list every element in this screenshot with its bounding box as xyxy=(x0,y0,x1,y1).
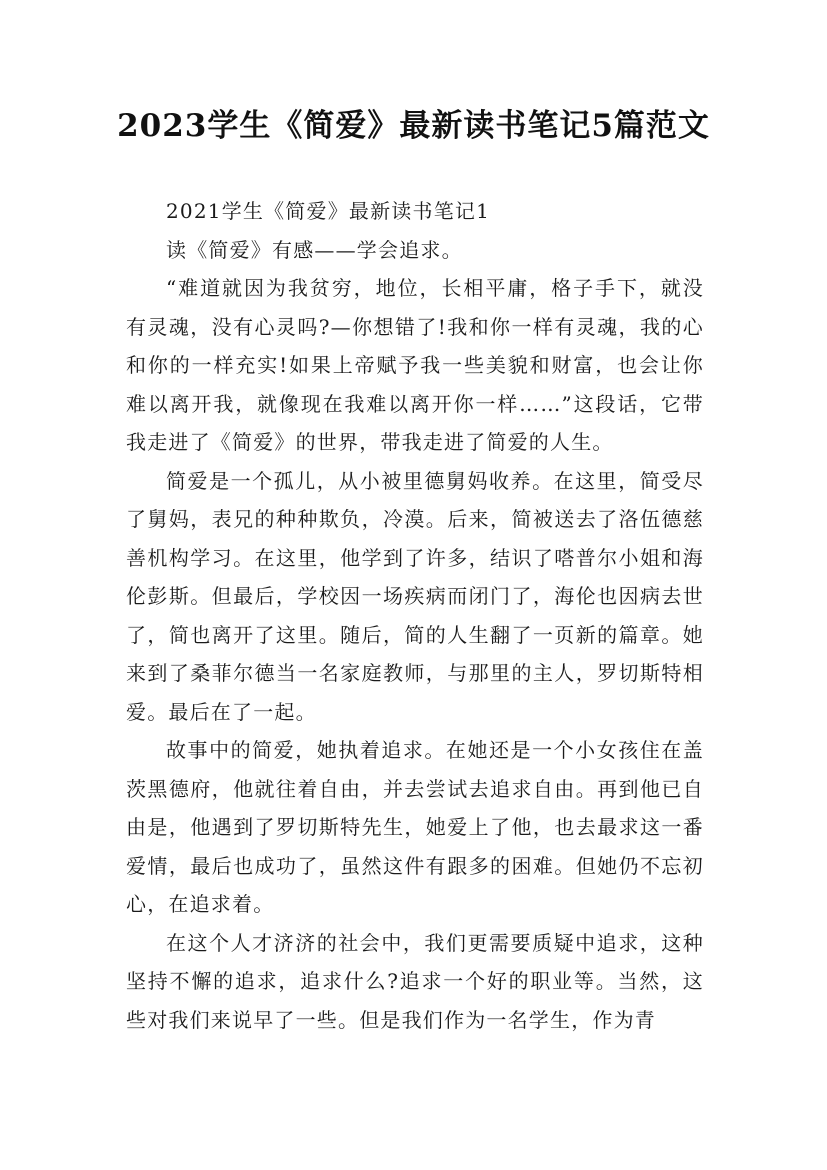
body-paragraph: 简爱是一个孤儿，从小被里德舅妈收养。在这里，简受尽了舅妈，表兄的种种欺负，冷漠。后来，简被送去了洛伍德慈善机构学习。在这里，他学到了许多，结识了嗒普尔小姐和海伦彭斯。但最后，学校因一场疾病而闭门了，海伦也因病去世了，简也离开了这里。随后，简的人生翻了一页新的篇章。她来到了桑菲尔德当一名家庭教师，与那里的主人，罗切斯特相爱。最后在了一起。 xyxy=(126,468,704,724)
section-heading: 2021学生《简爱》最新读书笔记1 xyxy=(166,199,491,223)
subtitle-paragraph: 读《简爱》有感——学会追求。 xyxy=(166,237,463,262)
quote-paragraph: “难道就因为我贫穷，地位，长相平庸，格子手下，就没有灵魂，没有心灵吗?—你想错了!我和你一样有灵魂，我的心和你的一样充实!如果上帝赋予我一些美貌和财富，也会让你难以离开我，就像现在我难以离开你一样……”这段话，它带我走进了《简爱》的世界，带我走进了简爱的人生。 xyxy=(126,276,704,454)
document-title: 2023学生《简爱》最新读书笔记5篇范文 xyxy=(117,108,710,144)
body-paragraph: 故事中的简爱，她执着追求。在她还是一个小女孩住在盖茨黑德府，他就往着自由，并去尝试去追求自由。再到他已自由是，他遇到了罗切斯特先生，她爱上了他，也去最求这一番爱情，最后也成功了，虽然这件有跟多的困难。但她仍不忘初心，在追求着。 xyxy=(126,738,704,916)
body-paragraph: 在这个人才济济的社会中，我们更需要质疑中追求，这种坚持不懈的追求，追求什么?追求一个好的职业等。当然，这些对我们来说早了一些。但是我们作为一名学生，作为青 xyxy=(126,930,704,1032)
document-body xyxy=(126,192,704,1039)
